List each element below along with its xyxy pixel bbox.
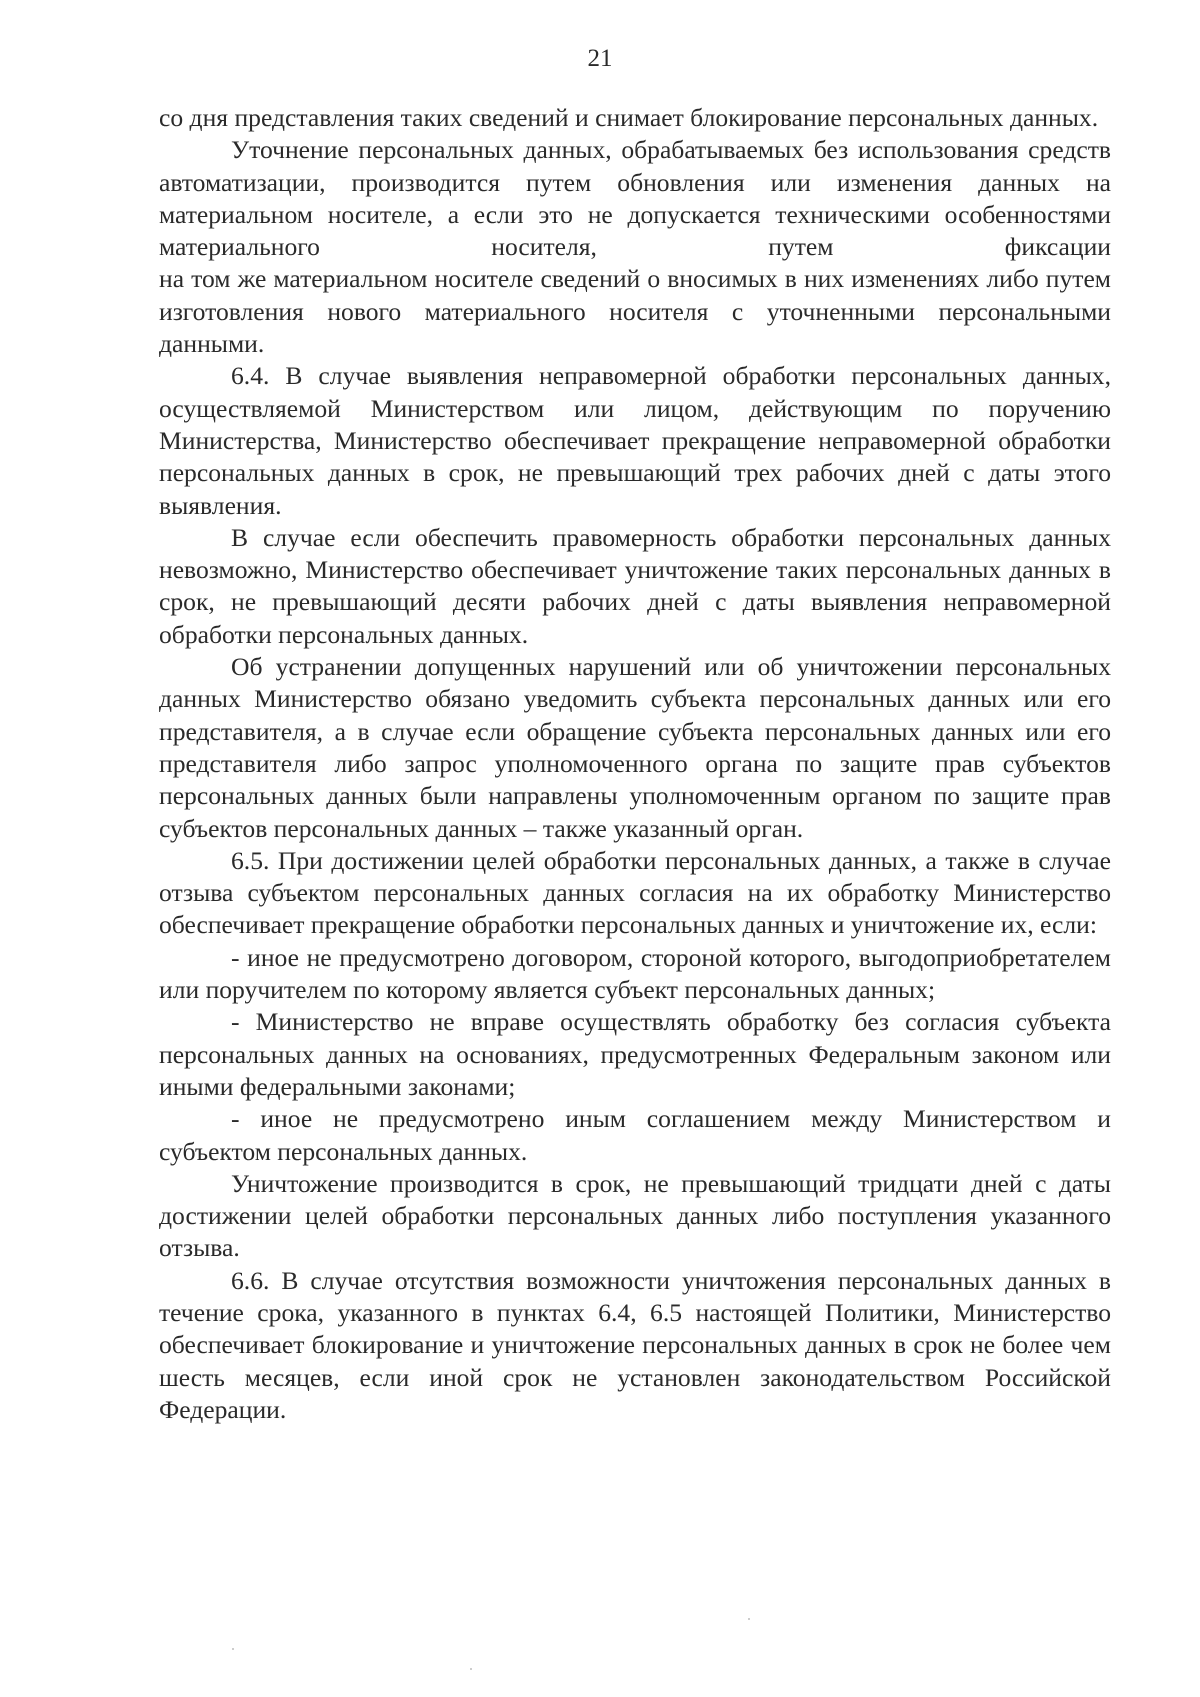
paragraph-lawfulness: В случае если обеспечить правомерность обработки персональных данных невозможно, Министерство обеспечивает уничтожение таких персональных данных в срок, не превышающий десяти рабочих дней с даты выявления неправомерной обработки персональных данных.: [159, 522, 1111, 649]
list-item-contract: - иное не предусмотрено договором, стороной которого, выгодоприобретателем или поручителем по которому является субъект персональных данных;: [159, 942, 1111, 1005]
document-body: [159, 102, 1111, 1426]
page-number: 21: [587, 45, 613, 72]
paragraph-clarification: Уточнение персональных данных, обрабатываемых без использования средств автоматизации, производится путем обновления или изменения данных на материальном носителе, а если это не допускается техническими особенностями материального носителя, путем фиксации: [159, 135, 1111, 262]
paragraph-6-5: 6.5. При достижении целей обработки персональных данных, а также в случае отзыва субъектом персональных данных согласия на их обработку Министерство обеспечивает прекращение обработки персональных данных и уничтожение их, если:: [159, 845, 1111, 940]
paragraph-clarification-continued: на том же материальном носителе сведений о вносимых в них изменениях либо путем изготовления нового материального носителя с уточненными персональными данными.: [159, 264, 1111, 359]
paragraph-6-4: 6.4. В случае выявления неправомерной обработки персональных данных, осуществляемой Министерством или лицом, действующим по поручению Министерства, Министерство обеспечивает прекращение неправомерной обработки персональных данных в срок, не превышающий трех рабочих дней с даты этого выявления.: [159, 361, 1111, 520]
paragraph-continuation: со дня представления таких сведений и снимает блокирование персональных данных.: [159, 103, 1099, 132]
paragraph-notification: Об устранении допущенных нарушений или об уничтожении персональных данных Министерство обязано уведомить субъекта персональных данных или его представителя, а в случае если обращение субъекта персональных данных или его представителя либо запрос уполномоченного органа по защите прав субъектов персональных данных были направлены уполномоченным органом по защите прав субъектов персональных данных – также указанный орган.: [159, 652, 1111, 843]
scan-speck: [232, 1648, 234, 1650]
list-item-agreement: - иное не предусмотрено иным соглашением между Министерством и субъектом персональных данных.: [159, 1104, 1111, 1166]
paragraph-destruction-term: Уничтожение производится в срок, не превышающий тридцати дней с даты достижении целей обработки персональных данных либо поступления указанного отзыва.: [159, 1168, 1111, 1263]
paragraph-6-6: 6.6. В случае отсутствия возможности уничтожения персональных данных в течение срока, указанного в пунктах 6.4, 6.5 настоящей Политики, Министерство обеспечивает блокирование и уничтожение персональных данных в срок не более чем шесть месяцев, если иной срок не установлен законодательством Российской Федерации.: [159, 1265, 1111, 1424]
scan-speck: [470, 1668, 472, 1670]
list-item-consent: - Министерство не вправе осуществлять обработку без согласия субъекта персональных данных на основаниях, предусмотренных Федеральным законом или иными федеральными законами;: [159, 1007, 1111, 1101]
scan-speck: [748, 1618, 750, 1620]
